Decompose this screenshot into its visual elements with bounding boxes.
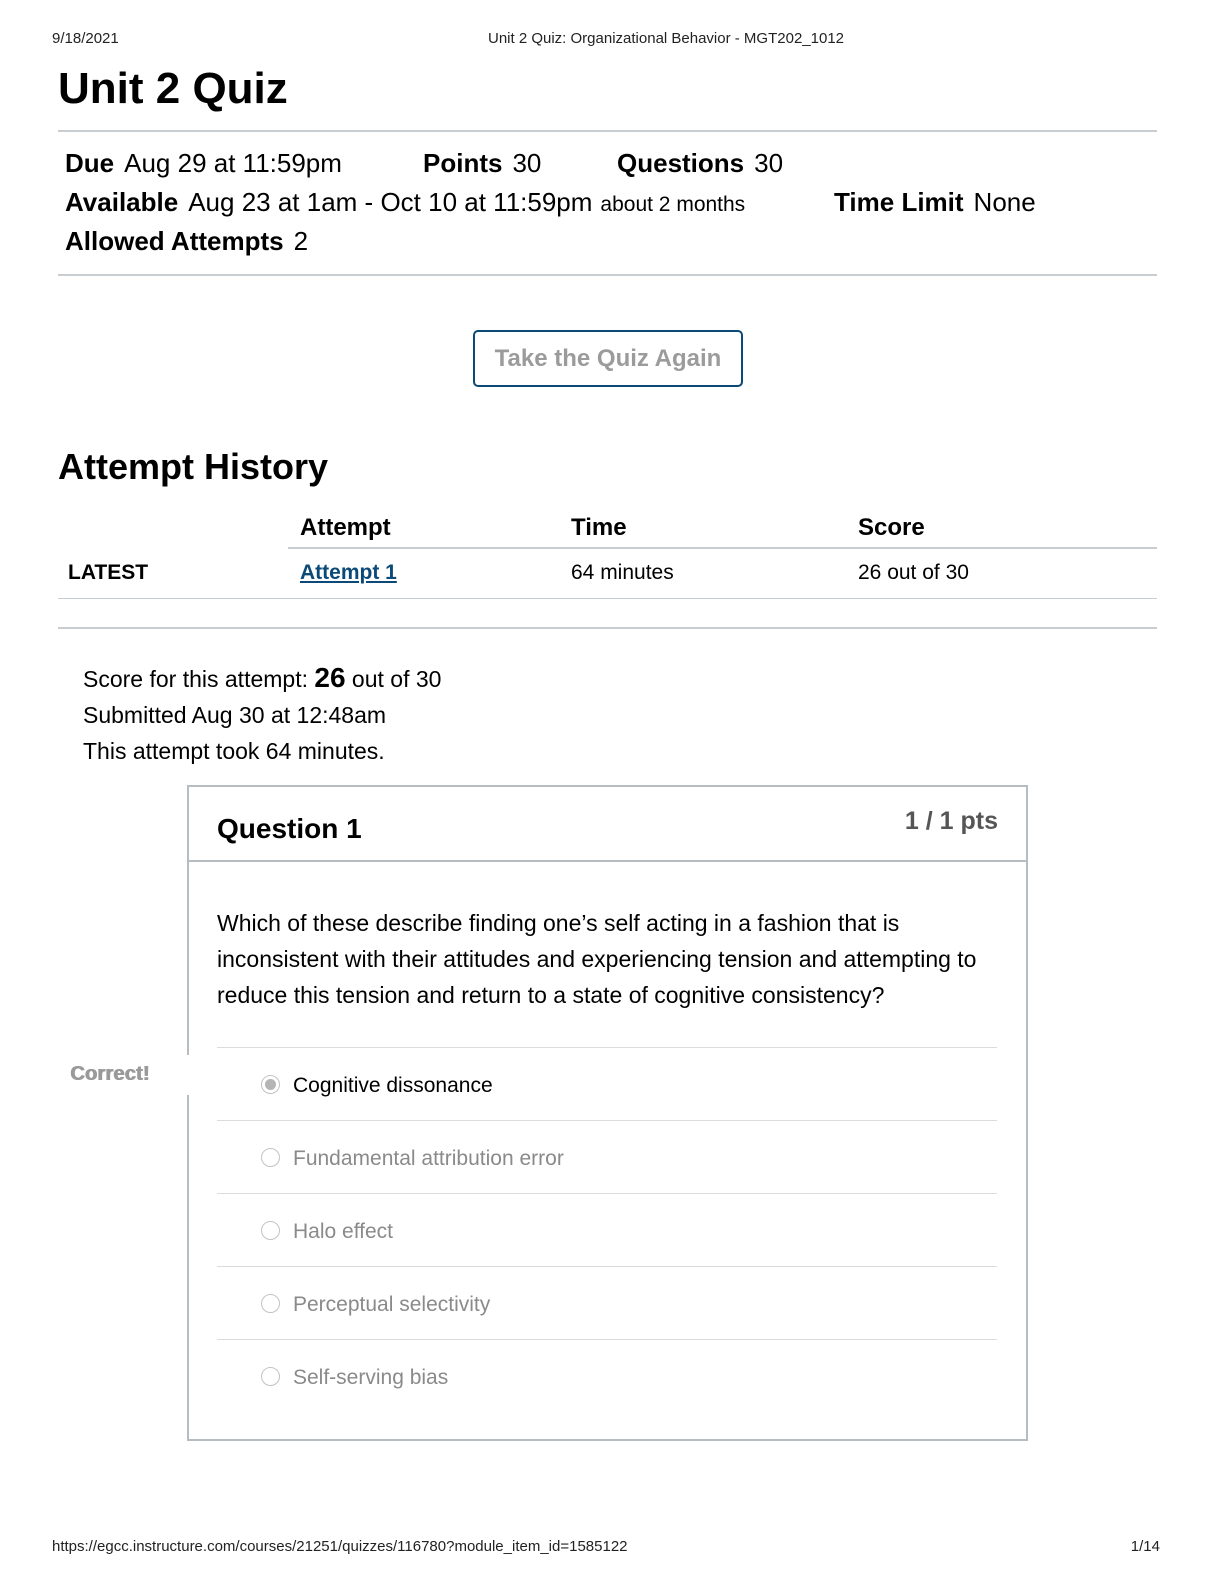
- questions-value: 30: [754, 148, 784, 178]
- answer-label: Halo effect: [293, 1220, 394, 1243]
- page-title: Unit 2 Quiz: [58, 64, 288, 113]
- points-meta: [423, 148, 541, 179]
- divider: [58, 627, 1157, 629]
- question-text: Which of these describe finding one’s self acting in a fashion that is inconsistent with their attitudes and experiencing tension and attempting to reduce this tension and return to a state of cognitive consistency?: [217, 910, 977, 1008]
- submitted-line: Submitted Aug 30 at 12:48am: [83, 702, 387, 728]
- print-title: Unit 2 Quiz: Organizational Behavior - MGT202_1012: [487, 30, 844, 47]
- question-title: Question 1: [217, 813, 362, 844]
- table-row: [58, 548, 1157, 598]
- due-value: Aug 29 at 11:59pm: [124, 148, 342, 178]
- attempts-label: Allowed Attempts: [65, 226, 284, 256]
- attempt-cell: [288, 548, 571, 598]
- latest-tag: LATEST: [58, 548, 288, 598]
- score-line: [83, 660, 441, 697]
- attempt-history-table: [58, 508, 1157, 599]
- print-header: [52, 30, 1160, 50]
- time-limit-label: Time Limit: [834, 187, 964, 217]
- answer-option[interactable]: [217, 1266, 997, 1339]
- header-score: Score: [858, 508, 1157, 548]
- attempt-summary: [83, 660, 441, 769]
- radio-icon[interactable]: [261, 1294, 280, 1313]
- header-time: Time: [571, 508, 858, 548]
- due-label: Due: [65, 148, 115, 178]
- print-date: 9/18/2021: [52, 30, 119, 47]
- duration-line: This attempt took 64 minutes.: [83, 738, 385, 764]
- answer-option[interactable]: [217, 1120, 997, 1193]
- header-blank: [58, 508, 288, 548]
- questions-label: Questions: [617, 148, 745, 178]
- time-limit-meta: [834, 187, 1036, 218]
- available-value: Aug 23 at 1am - Oct 10 at 11:59pm: [188, 187, 593, 217]
- time-cell: 64 minutes: [571, 548, 858, 598]
- attempts-meta: [65, 226, 308, 257]
- take-quiz-again-button[interactable]: Take the Quiz Again: [473, 330, 743, 387]
- attempt-history-title: Attempt History: [58, 446, 329, 487]
- attempts-value: 2: [293, 226, 309, 256]
- print-url: https://egcc.instructure.com/courses/21251/quizzes/116780?module_item_id=1585122: [52, 1538, 628, 1555]
- available-note: about 2 months: [600, 193, 746, 216]
- time-limit-value: None: [973, 187, 1036, 217]
- questions-meta: [617, 148, 783, 179]
- question-points: 1 / 1 pts: [904, 807, 998, 835]
- radio-selected-icon[interactable]: [261, 1075, 280, 1094]
- answer-option[interactable]: [217, 1339, 997, 1412]
- answer-label: Fundamental attribution error: [293, 1147, 564, 1170]
- border-gap: [185, 1055, 191, 1095]
- answer-label: Cognitive dissonance: [293, 1074, 493, 1097]
- quiz-meta-row-1: [65, 148, 342, 179]
- radio-icon[interactable]: [261, 1148, 280, 1167]
- divider: [58, 130, 1157, 132]
- correct-answer-label: Correct!: [70, 1063, 150, 1085]
- question-header: [189, 787, 1026, 862]
- score-cell: 26 out of 30: [858, 548, 1157, 598]
- question-card: [187, 785, 1028, 1441]
- divider: [58, 274, 1157, 276]
- available-meta: [65, 187, 745, 218]
- answer-option[interactable]: [217, 1047, 997, 1120]
- available-label: Available: [65, 187, 179, 217]
- answer-label: Self-serving bias: [293, 1366, 449, 1389]
- answer-label: Perceptual selectivity: [293, 1293, 491, 1316]
- page-number: 1/14: [1130, 1538, 1160, 1555]
- radio-icon[interactable]: [261, 1221, 280, 1240]
- table-header-row: [58, 508, 1157, 548]
- score-value: 26: [314, 662, 346, 693]
- radio-icon[interactable]: [261, 1367, 280, 1386]
- header-attempt: Attempt: [288, 508, 571, 548]
- attempt-1-link[interactable]: Attempt 1: [300, 561, 397, 585]
- points-value: 30: [512, 148, 542, 178]
- score-prefix: Score for this attempt:: [83, 666, 308, 692]
- answer-list: [217, 1047, 997, 1412]
- score-suffix: out of 30: [351, 666, 442, 692]
- answer-option[interactable]: [217, 1193, 997, 1266]
- points-label: Points: [423, 148, 503, 178]
